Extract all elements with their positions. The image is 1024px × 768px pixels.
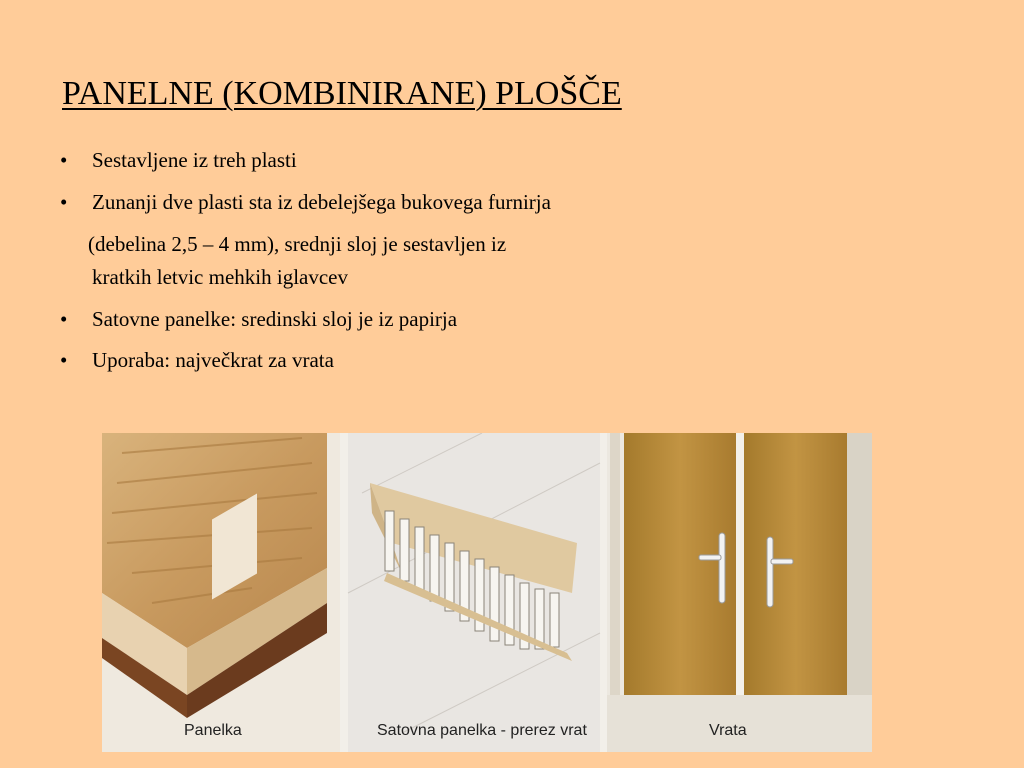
bullet-text: Uporaba: največkrat za vrata bbox=[92, 348, 334, 372]
bullet-item bbox=[60, 348, 334, 372]
bullet-marker: • bbox=[60, 348, 68, 372]
slide-title: PANELNE (KOMBINIRANE) PLOŠČE bbox=[62, 75, 622, 112]
caption-vrata: Vrata bbox=[709, 722, 747, 739]
doors-photo bbox=[607, 433, 872, 752]
product-photo-collage bbox=[102, 433, 872, 752]
bullet-item bbox=[60, 148, 297, 172]
honeycomb-panel-photo bbox=[348, 433, 600, 752]
bullet-marker: • bbox=[60, 148, 68, 172]
bullet-marker: • bbox=[60, 190, 68, 214]
bullet-marker: • bbox=[60, 307, 68, 331]
bullet-continuation: (debelina 2,5 – 4 mm), srednji sloj je sestavljen iz bbox=[88, 232, 507, 256]
bullet-item bbox=[60, 307, 457, 331]
caption-panelka: Panelka bbox=[184, 722, 242, 739]
bullet-text: Zunanji dve plasti sta iz debelejšega bukovega furnirja bbox=[92, 190, 551, 214]
bullet-item bbox=[60, 190, 551, 214]
panelka-photo bbox=[102, 433, 340, 752]
bullet-continuation: kratkih letvic mehkih iglavcev bbox=[92, 265, 348, 289]
bullet-text: Satovne panelke: sredinski sloj je iz papirja bbox=[92, 307, 458, 331]
bullet-text: Sestavljene iz treh plasti bbox=[92, 148, 297, 172]
caption-satovna-panelka: Satovna panelka - prerez vrat bbox=[377, 722, 587, 739]
